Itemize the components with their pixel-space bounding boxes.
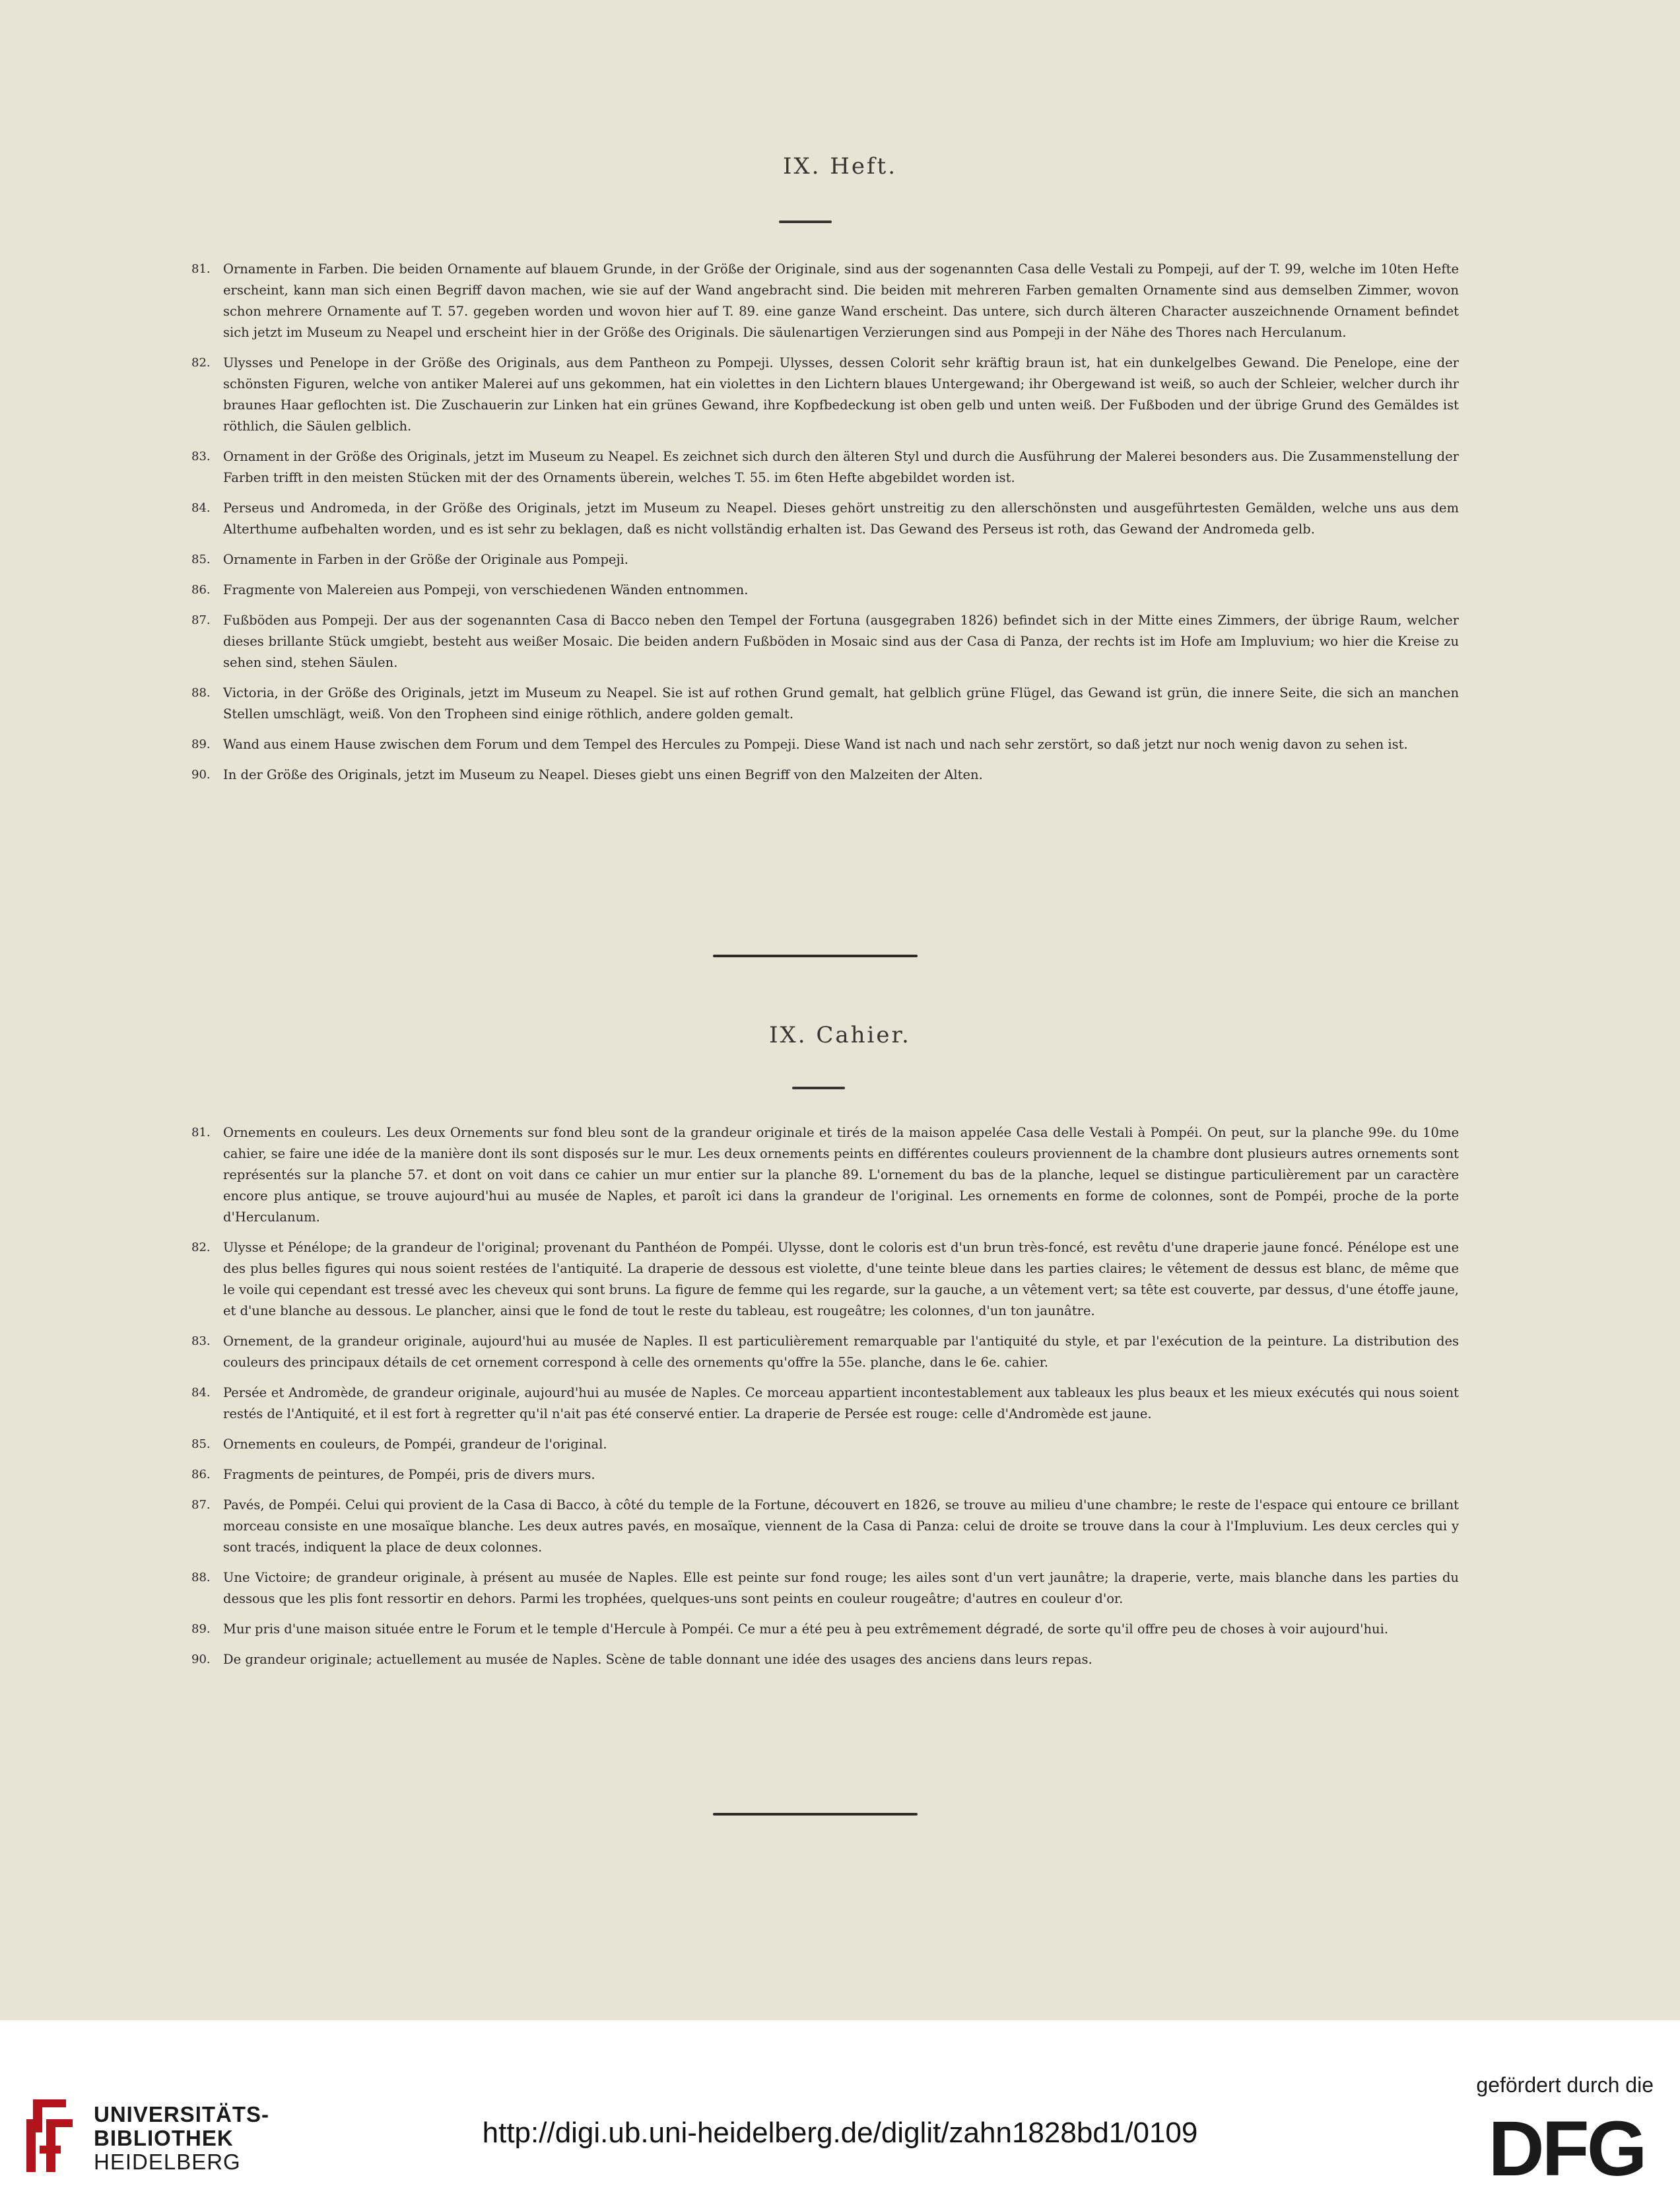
entry-text: Persée et Andromède, de grandeur originale, aujourd'hui au musée de Naples. Ce morceau appartient incontestablement aux tableaux les plus beaux et les mieux exécutés qui nous soient restés de l'Antiquité, et il est fort à regretter qu'il n'ait pas été conservé entier. La draperie de Persée est rouge: celle d'Andromède est jaune. — [223, 1385, 1459, 1421]
cahier-entry — [191, 1434, 1459, 1455]
entry-number: 84. — [191, 1386, 211, 1400]
heft-entry — [191, 353, 1459, 437]
entry-text: Pavés, de Pompéi. Celui qui provient de la Casa di Bacco, à côté du temple de la Fortune, découvert en 1826, se trouve au milieu d'une chambre; le reste de l'espace qui entoure ce brillant morceau consiste en une mosaïque blanche. Les deux autres pavés, en mosaïque, viennent de la Casa di Panza: celui de droite se trouve dans la cour à l'Impluvium. Les deux cercles qui y sont tracés, indiquent la place de deux colonnes. — [223, 1497, 1459, 1555]
entry-number: 85. — [191, 553, 211, 566]
heft-entry — [191, 610, 1459, 673]
cahier-entry — [191, 1567, 1459, 1610]
dfg-logo — [1481, 2106, 1652, 2185]
document-url-link[interactable]: http://digi.ub.uni-heidelberg.de/diglit/zahn1828bd1/0109 — [482, 2117, 1198, 2149]
heft-entry — [191, 549, 1459, 570]
entry-number: 83. — [191, 450, 211, 463]
heft-title: IX. Heft. — [782, 153, 898, 180]
entry-number: 88. — [191, 686, 211, 700]
cahier-entry — [191, 1619, 1459, 1640]
entry-text: Mur pris d'une maison située entre le Forum et le temple d'Hercule à Pompéi. Ce mur a été peu à peu extrêmement dégradé, de sorte qu'il offre peu de choses à voir aujourd'hui. — [223, 1621, 1389, 1637]
dfg-logo-text: DFG — [1488, 2106, 1645, 2185]
entry-text: Ornament in der Größe des Originals, jetzt im Museum zu Neapel. Es zeichnet sich durch den älteren Styl und durch die Ausführung der Malerei besonders aus. Die Zusammenstellung der Farben trifft in den meisten Stücken mit der des Ornaments überein, welches T. 55. im 6ten Hefte abgebildet worden ist. — [223, 449, 1459, 485]
library-name-line: UNIVERSITÄTS- — [94, 2102, 270, 2126]
cahier-entry — [191, 1122, 1459, 1228]
entry-number: 90. — [191, 1652, 211, 1666]
entry-number: 81. — [191, 1126, 211, 1139]
heft-entry — [191, 765, 1459, 786]
library-name-line: HEIDELBERG — [94, 2150, 241, 2174]
heft-entry — [191, 683, 1459, 725]
entry-text: De grandeur originale; actuellement au musée de Naples. Scène de table donnant une idée des usages des anciens dans leurs repas. — [223, 1652, 1092, 1667]
entry-text: Fußböden aus Pompeji. Der aus der sogenannten Casa di Bacco neben den Tempel der Fortuna (ausgegraben 1826) befindet sich in der Mitte eines Zimmers, der übrige Raum, welcher dieses brillante Stück umgiebt, besteht aus weißer Mosaic. Die beiden andern Fußböden in Mosaic sind aus der Casa di Panza, der rechts ist im Hofe am Impluvium; wo hier die Kreise zu sehen sind, stehen Säulen. — [223, 613, 1459, 670]
entry-number: 83. — [191, 1334, 211, 1348]
entry-text: Victoria, in der Größe des Originals, jetzt im Museum zu Neapel. Sie ist auf rothen Grund gemalt, hat gelblich grüne Flügel, das Gewand ist grün, die innere Seite, die sich an manchen Stellen umschlägt, weiß. Von den Tropheen sind einige röthlich, andere golden gemalt. — [223, 685, 1459, 722]
entry-text: Une Victoire; de grandeur originale, à présent au musée de Naples. Elle est peinte sur fond rouge; les ailes sont d'un vert jaunâtre; la draperie, verte, mais blanche dans les parties du dessous que les plis font ressortir en dehors. Parmi les trophées, quelques-uns sont peints en couleur rougeâtre; d'autres en couleur d'or. — [223, 1570, 1459, 1606]
entry-text: In der Größe des Originals, jetzt im Museum zu Neapel. Dieses giebt uns einen Begriff von den Malzeiten der Alten. — [223, 767, 983, 782]
heft-entry — [191, 446, 1459, 489]
entry-number: 87. — [191, 1498, 211, 1512]
entry-text: Ulysse et Pénélope; de la grandeur de l'original; provenant du Panthéon de Pompéi. Ulysse, dont le coloris est d'un brun très-foncé, est revêtu d'une draperie jaune foncé. Pénélope est une des plus belles figures qui nous soient restées de l'antiquité. La draperie de dessous est violette, d'une teinte bleue dans les parties claires; le vêtement de dessus est blanc, de même que le voile qui cependant est tressé avec les cheveux qui sont bruns. La figure de femme qui les regarde, sur la gauche, a un vêtement vert; sa tête est couverte, par dessus, d'une étoffe jaune, et d'une blanche au dessous. Le plancher, ainsi que le fond de tout le reste du tableau, est rougeâtre; les colonnes, d'un ton jaunâtre. — [223, 1240, 1459, 1318]
entry-number: 82. — [191, 356, 211, 370]
entry-number: 86. — [191, 583, 211, 597]
heft-entry — [191, 259, 1459, 343]
cahier-entry — [191, 1382, 1459, 1425]
heft-entry — [191, 580, 1459, 601]
entry-text: Ornamente in Farben. Die beiden Ornamente auf blauem Grunde, in der Größe der Originale, sind aus der sogenannten Casa delle Vestali zu Pompeji, auf der T. 99, welche im 10ten Hefte erscheint, kann man sich einen Begriff davon machen, wie sie auf der Wand angebracht sind. Die beiden mit mehreren Farben gemalten Ornamente sind aus demselben Zimmer, wovon schon mehrere Ornamente auf T. 57. gegeben worden und wovon hier auf T. 89. eine ganze Wand erscheint. Das untere, sich durch älteren Character auszeichnende Ornament befindet sich jetzt im Museum zu Neapel und erscheint hier in der Größe des Originals. Die säulenartigen Verzierungen sind aus Pompeji in der Nähe des Thores nach Herculanum. — [223, 261, 1459, 340]
entry-number: 89. — [191, 1622, 211, 1636]
entry-number: 88. — [191, 1571, 211, 1584]
entry-number: 87. — [191, 613, 211, 627]
entry-number: 84. — [191, 501, 211, 515]
entry-text: Ornement, de la grandeur originale, aujourd'hui au musée de Naples. Il est particulièrement remarquable par l'antiquité du style, et par l'exécution de la peinture. La distribution des couleurs des principaux détails de cet ornement correspond à celle des ornements qu'offre la 55e. planche, dans le 6e. cahier. — [223, 1334, 1459, 1370]
entry-number: 81. — [191, 262, 211, 276]
entry-text: Ulysses und Penelope in der Größe des Originals, aus dem Pantheon zu Pompeji. Ulysses, dessen Colorit sehr kräftig braun ist, hat ein dunkelgelbes Gewand. Die Penelope, eine der schönsten Figuren, welche von antiker Malerei auf uns gekommen, hat ein violettes in den Lichtern blaues Untergewand; ihr Obergewand ist weiß, so auch der Schleier, welcher durch ihr braunes Haar geflochten ist. Die Zuschauerin zur Linken hat ein grünes Gewand, ihre Kopfbedeckung ist oben gelb und unten weiß. Der Fußboden und der übrige Grund des Gemäldes ist röthlich, die Säulen gelblich. — [223, 355, 1459, 434]
cahier-entry — [191, 1495, 1459, 1558]
funded-by-label: gefördert durch die — [1476, 2073, 1654, 2097]
cahier-title: IX. Cahier. — [769, 1022, 911, 1048]
entry-text: Perseus und Andromeda, in der Größe des Originals, jetzt im Museum zu Neapel. Dieses gehört unstreitig zu den allerschönsten und ausgeführtesten Gemälden, welche uns aus dem Alterthume aufbehalten worden, und es ist sehr zu beklagen, daß es nicht vollständig erhalten ist. Das Gewand des Perseus ist roth, das Gewand der Andromeda gelb. — [223, 500, 1459, 537]
entry-text: Ornamente in Farben in der Größe der Originale aus Pompeji. — [223, 552, 628, 567]
heft-entry — [191, 498, 1459, 540]
entry-number: 89. — [191, 737, 211, 751]
library-name-line: BIBLIOTHEK — [94, 2126, 234, 2150]
cahier-title-rule — [792, 1087, 845, 1089]
end-separator — [713, 1813, 918, 1816]
entry-text: Ornements en couleurs, de Pompéi, grandeur de l'original. — [223, 1437, 607, 1452]
cahier-entry — [191, 1464, 1459, 1485]
footer-bar — [0, 2020, 1680, 2209]
entry-number: 86. — [191, 1468, 211, 1481]
cahier-entries — [191, 1122, 1459, 1680]
heft-title-rule — [779, 221, 832, 223]
cahier-entry — [191, 1237, 1459, 1322]
heft-entry — [191, 734, 1459, 755]
entry-number: 85. — [191, 1437, 211, 1451]
entry-number: 82. — [191, 1240, 211, 1254]
section-separator — [713, 955, 918, 957]
entry-text: Wand aus einem Hause zwischen dem Forum und dem Tempel des Hercules zu Pompeji. Diese Wand ist nach und nach sehr zerstört, so daß jetzt nur noch wenig davon zu sehen ist. — [223, 737, 1408, 752]
entry-text: Fragments de peintures, de Pompéi, pris de divers murs. — [223, 1467, 595, 1482]
heft-entries — [191, 259, 1459, 795]
cahier-entry — [191, 1331, 1459, 1373]
cahier-entry — [191, 1649, 1459, 1670]
entry-number: 90. — [191, 768, 211, 782]
entry-text: Fragmente von Malereien aus Pompeji, von verschiedenen Wänden entnommen. — [223, 582, 749, 597]
entry-text: Ornements en couleurs. Les deux Ornements sur fond bleu sont de la grandeur originale et tirés de la maison appelée Casa delle Vestali à Pompéi. On peut, sur la planche 99e. du 10me cahier, se faire une idée de la manière dont ils sont disposés sur le mur. Les deux ornements peints en différentes couleurs proviennent de la chambre dont plusieurs autres ornements sont représentés sur la planche 57. et dont on voit dans ce cahier un mur entier sur la planche 89. L'ornement du bas de la planche, lequel se distingue particulièrement par un caractère encore plus antique, se trouve aujourd'hui au musée de Naples, et paroît ici dans la grandeur de l'original. Les ornements en forme de colonnes, sont de Pompéi, proche de la porte d'Herculanum. — [223, 1125, 1459, 1225]
